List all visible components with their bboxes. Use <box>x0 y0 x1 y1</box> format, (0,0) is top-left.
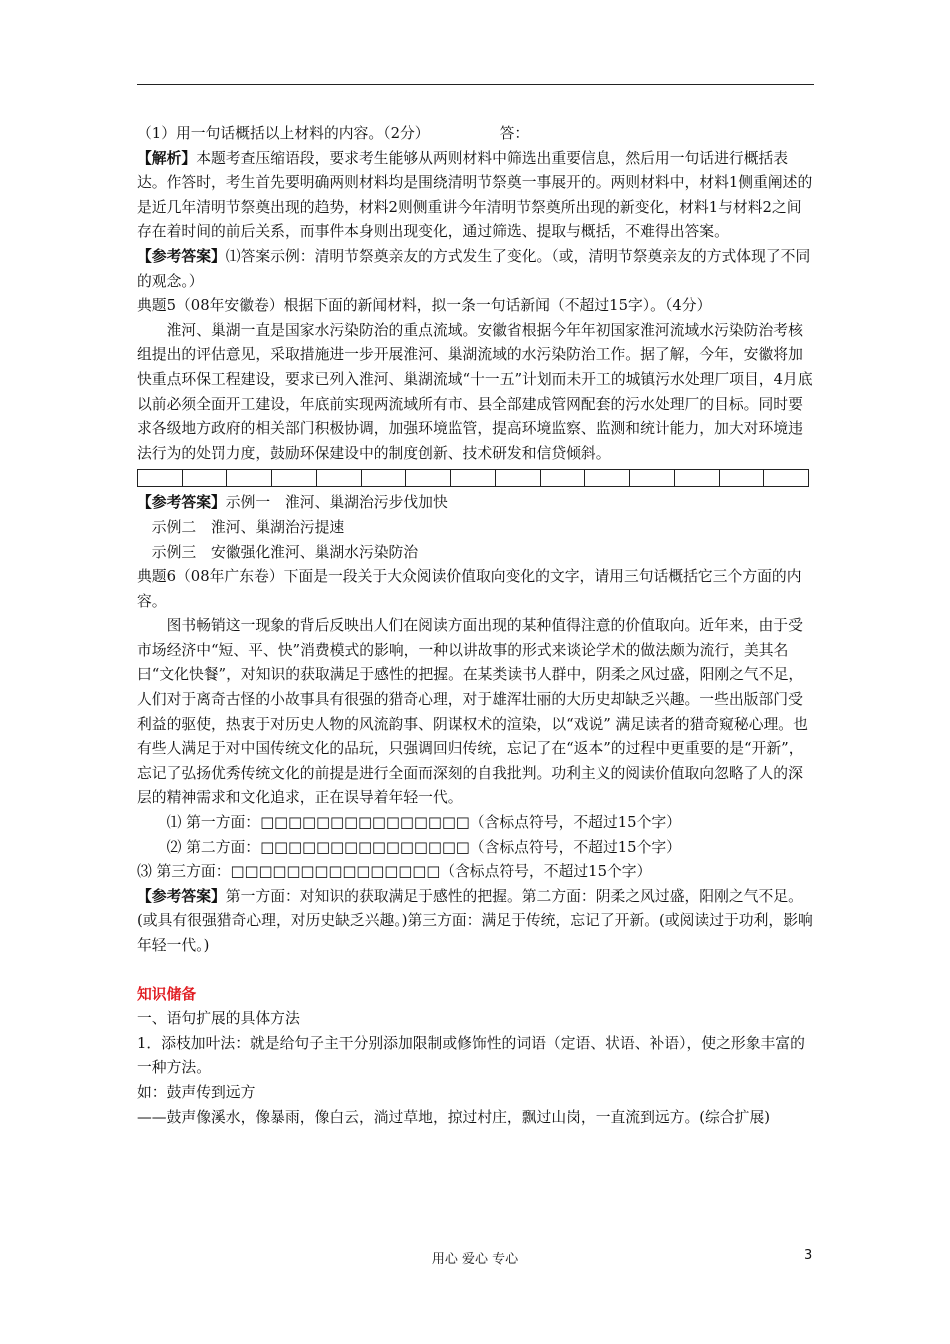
example-6-blank-3: ⑶ 第三方面：□□□□□□□□□□□□□□□（含标点符号，不超过15个字） <box>137 863 652 881</box>
analysis-label: 【解析】 <box>137 149 197 167</box>
answer-grid-cell <box>406 470 451 486</box>
answer-grid-cell <box>317 470 362 486</box>
answer-grid <box>137 469 809 487</box>
example-5-answer-1: 示例一 淮河、巢湖治污步伐加快 <box>225 494 448 512</box>
answer-grid-cell <box>227 470 272 486</box>
example-5-title: 典题5（08年安徽卷）根据下面的新闻材料，拟一条一句话新闻（不超过15字）。（4分） <box>137 297 712 315</box>
knowledge-section-title: 一、语句扩展的具体方法 <box>137 1010 300 1028</box>
example-6-passage: 图书畅销这一现象的背后反映出人们在阅读方面出现的某种值得注意的价值取向。近年来，由于受市场经济中“短、平、快”消费模式的影响，一种以讲故事的形式来谈论学术的做法颇为流行，美其名曰“文化快餐”，对知识的获取满足于感性的把握。在某类读书人群中，阴柔之风过盛，阳刚之气不足，人们对于离奇古怪的小故事具有很强的猎奇心理，对于雄浑壮丽的大历史却缺乏兴趣。一些出版部门受利益的驱使，热衷于对历史人物的风流韵事、阴谋权术的渲染，以“戏说” 满足读者的猎奇窥秘心理。也有些人满足于对中国传统文化的品玩，只强调回归传统，忘记了在“返本”的过程中更重要的是“开新”，忘记了弘扬优秀传统文化的前提是进行全面而深刻的自我批判。功利主义的阅读价值取向忽略了人的深层的精神需求和文化追求，正在误导着年轻一代。 <box>137 617 808 807</box>
example-5-answer-label: 【参考答案】 <box>137 494 226 512</box>
answer-grid-cell <box>541 470 586 486</box>
answer-grid-cell <box>183 470 228 486</box>
answer-grid-cell <box>675 470 720 486</box>
answer-grid-cell <box>496 470 541 486</box>
answer-grid-cell <box>451 470 496 486</box>
example-6-answer-text: 第一方面：对知识的获取满足于感性的把握。第二方面：阴柔之风过盛，阳刚之气不足。(或具有很强猎奇心理，对历史缺乏兴趣。)第三方面：满足于传统，忘记了开新。(或阅读过于功利，影响年轻一代。) <box>137 887 813 954</box>
answer-grid-cell <box>630 470 675 486</box>
answer-grid-cell <box>764 470 808 486</box>
question-1 <box>137 122 813 147</box>
question-1-text: （1）用一句话概括以上材料的内容。（2分） <box>137 125 430 142</box>
example-6-blank-2: ⑵ 第二方面：□□□□□□□□□□□□□□□（含标点符号，不超过15个字） <box>166 838 681 856</box>
answer-grid-cell <box>138 470 183 486</box>
knowledge-heading: 知识储备 <box>137 985 197 1003</box>
knowledge-example-text: ——鼓声像溪水，像暴雨，像白云，淌过草地，掠过村庄，飘过山岗，一直流到远方。(综合扩展) <box>137 1108 771 1126</box>
knowledge-method-1: 1．添枝加叶法：就是给句子主干分别添加限制或修饰性的词语（定语、状语、补语），使之形象丰富的一种方法。 <box>137 1034 805 1077</box>
example-5-answer-2: 示例二 淮河、巢湖治污提速 <box>151 518 345 536</box>
example-5-answer-3: 示例三 安徽强化淮河、巢湖水污染防治 <box>151 543 419 561</box>
page-content <box>137 122 813 1130</box>
analysis-text: 本题考查压缩语段，要求考生能够从两则材料中筛选出重要信息，然后用一句话进行概括表达。作答时，考生首先要明确两则材料均是围绕清明节祭奠一事展开的。两则材料中，材料1侧重阐述的是近几年清明节祭奠出现的趋势，材料2则侧重讲今年清明节祭奠所出现的新变化，材料1与材料2之间存在着时间的前后关系，而事件本身则出现变化，通过筛选、提取与概括，不难得出答案。 <box>137 149 813 241</box>
question-1-answer-prompt: 答： <box>499 125 530 142</box>
header-rule <box>137 84 814 85</box>
example-5-answer <box>137 491 813 516</box>
example-6-answer <box>137 885 813 959</box>
example-6-title: 典题6（08年广东卷）下面是一段关于大众阅读价值取向变化的文字，请用三句话概括它三个方面的内容。 <box>137 568 802 610</box>
analysis-paragraph <box>137 147 813 245</box>
footer-text: 用心 爱心 专心 <box>431 1252 519 1267</box>
reference-answer-1-text: ⑴答案示例：清明节祭奠亲友的方式发生了变化。（或，清明节祭奠亲友的方式体现了不同的观念。） <box>137 247 811 290</box>
example-5-passage: 淮河、巢湖一直是国家水污染防治的重点流域。安徽省根据今年年初国家淮河流域水污染防治考核组提出的评估意见，采取措施进一步开展淮河、巢湖流域的水污染防治工作。据了解，今年，安徽将加快重点环保工程建设，要求已列入淮河、巢湖流域“十一五”计划而未开工的城镇污水处理厂项目，4月底以前必须全面开工建设，年底前实现两流域所有市、县全部建成管网配套的污水处理厂的目标。同时要求各级地方政府的相关部门积极协调，加强环境监管，提高环境监察、监测和统计能力，加大对环境违法行为的处罚力度，鼓励环保建设中的制度创新、技术研发和信贷倾斜。 <box>137 321 813 462</box>
reference-answer-1 <box>137 245 813 294</box>
knowledge-example-label: 如：鼓声传到远方 <box>137 1083 256 1101</box>
answer-grid-cell <box>362 470 407 486</box>
page-number: 3 <box>804 1248 813 1263</box>
example-6-blank-1: ⑴ 第一方面：□□□□□□□□□□□□□□□（含标点符号，不超过15个字） <box>166 814 681 832</box>
reference-answer-1-label: 【参考答案】 <box>137 247 226 265</box>
answer-grid-cell <box>720 470 765 486</box>
example-6-answer-label: 【参考答案】 <box>137 887 226 905</box>
answer-grid-cell <box>585 470 630 486</box>
answer-grid-cell <box>272 470 317 486</box>
